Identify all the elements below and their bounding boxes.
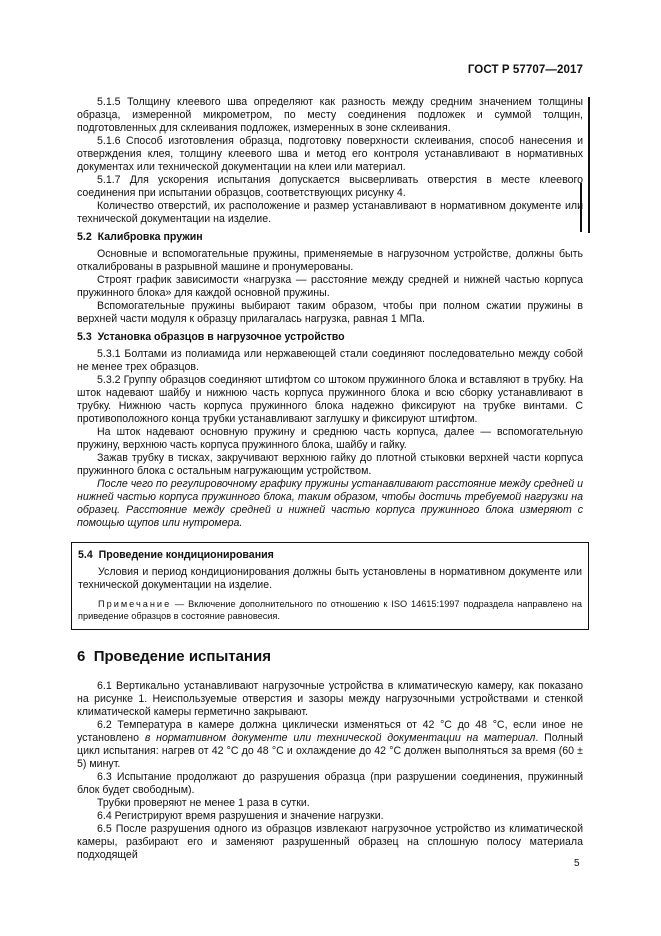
section-number: 5.4 xyxy=(78,549,93,561)
section-heading-5-4 xyxy=(78,549,582,562)
clause-5-1-6: 5.1.6 Способ изготовления образца, подготовку поверхности склеивания, способ нанесения и отверждения клея, толщину клеевого шва и метод его контроля устанавливают в нормативных документах или технической документации на клеи или материал. xyxy=(77,135,583,173)
change-margin-bar xyxy=(588,97,590,233)
clause-6-4: 6.4 Регистрируют время разрушения и значение нагрузки. xyxy=(97,810,384,822)
section-title: Установка образцов в нагрузочное устройство xyxy=(97,331,345,343)
section-heading-6 xyxy=(77,648,583,666)
clause-5-2-para-3: Вспомогательные пружины выбирают таким образом, чтобы при полном сжатии пружины в верхней части модуля к образцу прилагалась нагрузка, равная 1 МПа. xyxy=(77,300,583,325)
note xyxy=(78,598,582,622)
document-id-header: ГОСТ Р 57707—2017 xyxy=(467,64,583,76)
clause-6-2-part-a: 6.2 Температура в камере должна циклически изменяться от 42 °С до 48 °С, если иное не установлено xyxy=(77,719,583,744)
clause-6-5: 6.5 После разрушения одного из образцов извлекают нагрузочное устройство из климатической камеры, разбирают его и заменяют разрушенный образец на сплошную полосу материала подходящей xyxy=(77,823,583,861)
clause-5-2-para-2: Строят график зависимости «нагрузка — расстояние между средней и нижней частью корпуса пружинного блока» для каждой основной пружины. xyxy=(77,274,583,299)
conditioning-box xyxy=(71,542,589,630)
section-title: Калибровка пружин xyxy=(97,231,203,243)
clause-5-4-text: Условия и период кондиционирования должны быть установлены в нормативном документе или технической документации на изделие. xyxy=(78,566,582,591)
body-column xyxy=(77,96,583,862)
clause-6-2-italic: в нормативном документе или технической документации на материал xyxy=(144,732,536,744)
clause-6-1: 6.1 Вертикально устанавливают нагрузочные устройства в климатическую камеру, как показано на рисунке 1. Неиспользуемые отверстия и зазоры между нагрузочными устройствами и стенкой климатической камеры герметично закрывают. xyxy=(77,680,583,718)
note-label: Примечание xyxy=(98,599,172,609)
clause-5-3-2-italic: После чего по регулировочному графику пружины устанавливают расстояние между средней и нижней частью корпуса пружинного блока, таким образом, чтобы достичь требуемой нагрузки на образец. Расстояние между средней и нижней частью корпуса пружинного блока измеряют с помощью щупов или нутромера. xyxy=(77,478,583,529)
section-title: Проведение испытания xyxy=(93,648,271,665)
page-number: 5 xyxy=(574,858,580,869)
clause-5-1-7: 5.1.7 Для ускорения испытания допускается высверливать отверстия в месте клеевого соединения при испытании образцов, соответствующих рисунку 4. xyxy=(77,174,583,199)
section-heading-5-3 xyxy=(77,331,583,344)
note-text: — Включение дополнительного по отношению к ISO 14615:1997 подраздела направлено на приведение образцов в состояние равновесия. xyxy=(78,599,582,621)
section-heading-5-2 xyxy=(77,231,583,244)
clause-5-3-1: 5.3.1 Болтами из полиамида или нержавеющей стали соединяют последовательно между собой не менее трех образцов. xyxy=(77,348,583,373)
clause-5-1-5: 5.1.5 Толщину клеевого шва определяют как разность между средним значением толщины образца, измеренной микрометром, по месту соединения подложек и суммой толщин, подготовленных для склеивания подложек, измеренных в зоне склеивания. xyxy=(77,96,583,134)
clause-5-3-2-para-3: Зажав трубку в тисках, закручивают верхнюю гайку до плотной стыковки верхней части корпуса пружинного блока с остальным нагружающим устройством. xyxy=(77,452,583,477)
clause-5-3-2: 5.3.2 Группу образцов соединяют штифтом со штоком пружинного блока и вставляют в трубку. На шток надевают шайбу и нижнюю часть корпуса пружинного блока и всю сборку устанавливают в трубку. Нижнюю часть корпуса пружинного блока надежно фиксируют на трубке винтами. С противоположного конца трубки устанавливают заглушку и фиксируют штифтом. xyxy=(77,374,583,425)
clause-5-3-2-para-2: На шток надевают основную пружину и среднюю часть корпуса, далее — вспомогательную пружину, верхнюю часть корпуса пружинного блока, шайбу и гайку. xyxy=(77,426,583,451)
clause-6-2-part-b: . Полный цикл испытания: нагрев от 42 °С до 48 °С и охлаждение до 42 °С должен выполняться за время (60 ± 5) минут. xyxy=(77,732,583,770)
clause-6-3: 6.3 Испытание продолжают до разрушения образца (при разрушении соединения, пружинный блок будет свободным). xyxy=(77,771,583,796)
clause-5-2-para-1: Основные и вспомогательные пружины, применяемые в нагрузочном устройстве, должны быть откалиброваны в разрывной машине и пронумерованы. xyxy=(77,248,583,273)
clause-6-2 xyxy=(77,719,583,771)
clause-6-3-para-2: Трубки проверяют не менее 1 раза в сутки. xyxy=(97,797,310,809)
section-number: 5.3 xyxy=(77,331,92,343)
section-number: 6 xyxy=(77,648,86,665)
section-number: 5.2 xyxy=(77,231,92,243)
section-title: Проведение кондиционирования xyxy=(98,549,274,561)
clause-5-1-7-continued: Количество отверстий, их расположение и размер устанавливают в нормативном документе или технической документации на изделие. xyxy=(77,200,583,225)
